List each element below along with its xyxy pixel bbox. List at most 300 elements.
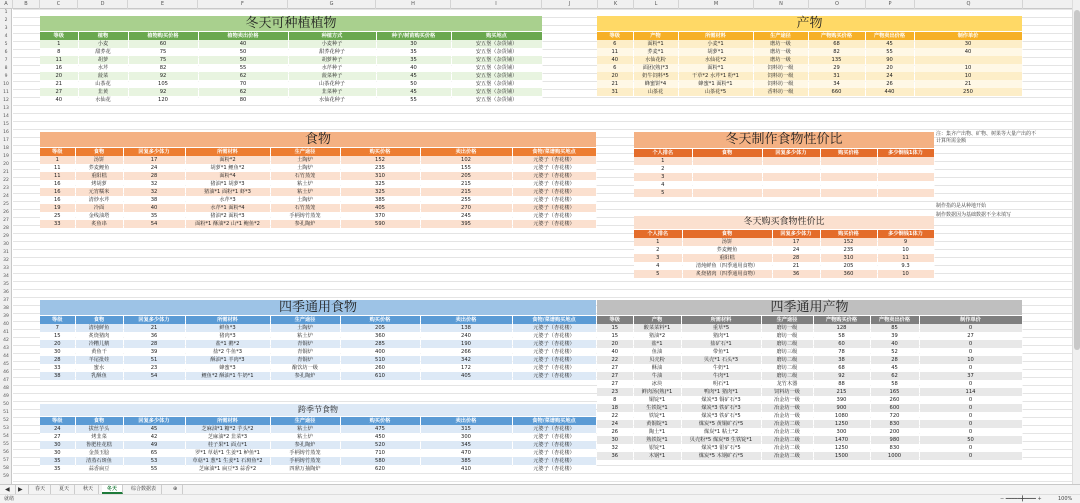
- table-cell[interactable]: 245: [420, 212, 512, 220]
- table-cell[interactable]: 200: [870, 428, 919, 436]
- table-cell[interactable]: 32: [123, 180, 185, 188]
- table-cell[interactable]: 手柄铸竹蒸笼: [270, 449, 340, 457]
- row-header[interactable]: 1: [4, 10, 8, 15]
- table-cell[interactable]: 27: [597, 372, 633, 380]
- sheet-tab[interactable]: 冬天: [102, 485, 123, 494]
- table-cell[interactable]: 山茶花: [633, 88, 678, 96]
- table-cell[interactable]: 310: [340, 172, 420, 180]
- table-cell[interactable]: 元婆子（杏花楼）: [512, 172, 596, 180]
- tab-nav-right-icon[interactable]: ▶: [13, 485, 29, 494]
- table-cell[interactable]: 蜜水: [75, 364, 123, 372]
- table-cell[interactable]: 8: [40, 48, 78, 56]
- table-cell[interactable]: 55: [865, 48, 914, 56]
- table-cell[interactable]: 385: [420, 457, 512, 465]
- column-header[interactable]: F: [198, 0, 288, 9]
- table-cell[interactable]: 90: [865, 56, 914, 64]
- table-cell[interactable]: 114: [919, 388, 1022, 396]
- table-cell[interactable]: 35: [376, 56, 451, 64]
- table-cell[interactable]: 54: [123, 372, 185, 380]
- table-cell[interactable]: 360: [340, 332, 420, 340]
- table-cell[interactable]: 17: [123, 156, 185, 164]
- table-cell[interactable]: 0: [919, 340, 1022, 348]
- row-header[interactable]: 58: [3, 466, 9, 471]
- table-cell[interactable]: 奶牛饲料*5: [633, 72, 678, 80]
- table-cell[interactable]: 590: [340, 220, 420, 228]
- table-cell[interactable]: 盐矿石*1: [681, 340, 761, 348]
- table-cell[interactable]: 磨坊二级: [761, 340, 813, 348]
- row-header[interactable]: 8: [4, 66, 8, 71]
- table-cell[interactable]: 元婆子（杏花楼）: [512, 356, 596, 364]
- table-cell[interactable]: 250: [914, 88, 1022, 96]
- table-cell[interactable]: 元宵糯米: [75, 188, 123, 196]
- table-cell[interactable]: 4: [634, 262, 682, 270]
- table-cell[interactable]: 手柄铸竹蒸笼: [270, 457, 340, 465]
- table-cell[interactable]: 40: [40, 96, 78, 104]
- table-cell[interactable]: 400: [340, 348, 420, 356]
- table-cell[interactable]: 38: [813, 356, 870, 364]
- table-cell[interactable]: 炙烧猪肉: [75, 332, 123, 340]
- table-cell[interactable]: 牛肉*1: [681, 372, 761, 380]
- table-cell[interactable]: 元婆子（杏花楼）: [512, 180, 596, 188]
- table-cell[interactable]: 300: [420, 433, 512, 441]
- table-cell[interactable]: 152: [820, 238, 877, 246]
- table-cell[interactable]: 51: [123, 356, 185, 364]
- table-cell[interactable]: 62: [198, 72, 288, 80]
- table-cell[interactable]: 1: [634, 157, 692, 165]
- table-cell[interactable]: 0: [919, 428, 1022, 436]
- table-cell[interactable]: 52: [870, 348, 919, 356]
- table-cell[interactable]: 韭黄: [78, 88, 128, 96]
- table-cell[interactable]: 75: [128, 56, 198, 64]
- table-cell[interactable]: 23: [123, 364, 185, 372]
- table-cell[interactable]: 山茶花: [78, 80, 128, 88]
- table-cell[interactable]: 参孔陶炉: [270, 220, 340, 228]
- row-header[interactable]: 50: [3, 402, 9, 407]
- table-cell[interactable]: 21: [40, 80, 78, 88]
- table-cell[interactable]: 芝麻油*1 糖*2 芋头*2: [185, 425, 270, 433]
- table-cell[interactable]: 明石*1: [681, 380, 761, 388]
- table-cell[interactable]: 盐*1 鹅*2: [185, 340, 270, 348]
- table-cell[interactable]: 1250: [813, 444, 870, 452]
- table-cell[interactable]: 27: [40, 88, 78, 96]
- sheet-tab[interactable]: 秋天: [78, 485, 99, 494]
- table-cell[interactable]: 水仙花: [78, 96, 128, 104]
- table-cell[interactable]: 黄鱼干: [75, 348, 123, 356]
- table-cell[interactable]: 24: [123, 164, 185, 172]
- table-cell[interactable]: [762, 173, 820, 181]
- table-cell[interactable]: 胡萝*1 鲤鱼*2: [185, 164, 270, 172]
- table-cell[interactable]: 青铜炉: [270, 340, 340, 348]
- column-header[interactable]: O: [809, 0, 866, 9]
- table-cell[interactable]: 炙鱼串: [75, 220, 123, 228]
- table-cell[interactable]: 11: [597, 48, 633, 56]
- table-cell[interactable]: 92: [128, 88, 198, 96]
- column-header[interactable]: C: [40, 0, 78, 9]
- table-cell[interactable]: 30: [40, 441, 75, 449]
- row-header[interactable]: 29: [3, 234, 9, 239]
- row-header[interactable]: 28: [3, 226, 9, 231]
- table-cell[interactable]: 342: [420, 356, 512, 364]
- table-cell[interactable]: 42: [123, 433, 185, 441]
- row-header[interactable]: 9: [4, 74, 8, 79]
- table-cell[interactable]: [820, 157, 877, 165]
- table-cell[interactable]: 清炒水芹: [75, 196, 123, 204]
- table-cell[interactable]: 水仙花*2: [678, 56, 753, 64]
- table-cell[interactable]: 面粉*2: [185, 156, 270, 164]
- row-header[interactable]: 56: [3, 450, 9, 455]
- table-cell[interactable]: 20: [40, 340, 75, 348]
- table-cell[interactable]: 贝壳粉: [633, 356, 681, 364]
- row-header[interactable]: 49: [3, 394, 9, 399]
- table-cell[interactable]: 石竹蒸笼: [270, 172, 340, 180]
- table-cell[interactable]: 0: [919, 364, 1022, 372]
- table-cell[interactable]: 煤炭*5 木钢矿石*5: [681, 452, 761, 460]
- table-cell[interactable]: 55: [123, 465, 185, 473]
- table-cell[interactable]: 35: [40, 457, 75, 465]
- table-cell[interactable]: 磨坊一级: [761, 324, 813, 332]
- table-cell[interactable]: 烤韭菜: [75, 433, 123, 441]
- table-cell[interactable]: 68: [813, 364, 870, 372]
- table-cell[interactable]: 元婆子（杏花楼）: [512, 433, 596, 441]
- sheet-tab[interactable]: 春天: [30, 485, 51, 494]
- table-cell[interactable]: 土陶炉: [270, 164, 340, 172]
- table-cell[interactable]: 饲料坊一级: [753, 80, 808, 88]
- table-cell[interactable]: 面粉*4: [185, 172, 270, 180]
- row-header[interactable]: 31: [3, 250, 9, 255]
- cell-grid[interactable]: [13, 9, 1072, 484]
- table-cell[interactable]: 鲜鱼*3: [185, 324, 270, 332]
- table-cell[interactable]: [692, 157, 762, 165]
- table-cell[interactable]: 38: [40, 372, 75, 380]
- table-cell[interactable]: 26: [865, 80, 914, 88]
- table-cell[interactable]: 128: [813, 324, 870, 332]
- row-header[interactable]: 54: [3, 434, 9, 439]
- table-cell[interactable]: 28: [123, 172, 185, 180]
- table-cell[interactable]: 汤饼: [75, 156, 123, 164]
- column-header[interactable]: M: [679, 0, 754, 9]
- table-cell[interactable]: 元婆子（杏花楼）: [512, 348, 596, 356]
- table-cell[interactable]: 安五堡（杂货铺）: [451, 88, 542, 96]
- table-cell[interactable]: 香料坊一级: [753, 88, 808, 96]
- table-cell[interactable]: 30: [40, 449, 75, 457]
- table-cell[interactable]: 冶金坊一级: [761, 412, 813, 420]
- row-header[interactable]: 59: [3, 474, 9, 479]
- table-cell[interactable]: 重阳糕: [682, 254, 772, 262]
- table-cell[interactable]: 菠菜种子: [288, 72, 376, 80]
- table-cell[interactable]: 62: [870, 372, 919, 380]
- table-cell[interactable]: 手柄铸竹蒸笼: [270, 212, 340, 220]
- table-cell[interactable]: [692, 165, 762, 173]
- table-cell[interactable]: 900: [813, 404, 870, 412]
- scrollbar-thumb[interactable]: [1074, 10, 1080, 350]
- table-cell[interactable]: 贝壳粉*5 煤炭*8 生铁锭*1: [681, 436, 761, 444]
- table-cell[interactable]: 50: [919, 436, 1022, 444]
- row-header[interactable]: 36: [3, 290, 9, 295]
- table-cell[interactable]: 36: [772, 270, 820, 278]
- column-header[interactable]: B: [13, 0, 40, 9]
- table-cell[interactable]: 重草*5: [681, 324, 761, 332]
- table-cell[interactable]: 5: [634, 189, 692, 197]
- tab-nav-left-icon[interactable]: ◀: [0, 485, 16, 494]
- table-cell[interactable]: 11: [40, 172, 75, 180]
- table-cell[interactable]: 猪肉*3: [185, 332, 270, 340]
- table-cell[interactable]: 陶土*1: [633, 428, 681, 436]
- table-cell[interactable]: 54: [123, 220, 185, 228]
- table-cell[interactable]: 28: [772, 254, 820, 262]
- row-header[interactable]: 12: [3, 98, 9, 103]
- table-cell[interactable]: 135: [808, 56, 865, 64]
- table-cell[interactable]: 0: [919, 444, 1022, 452]
- table-cell[interactable]: 贝壳*1 石头*3: [681, 356, 761, 364]
- table-cell[interactable]: 酥油: [633, 364, 681, 372]
- table-cell[interactable]: [877, 189, 934, 197]
- table-cell[interactable]: 煤炭*3 铜矿石*3: [681, 396, 761, 404]
- table-cell[interactable]: 生铁锭*1: [633, 404, 681, 412]
- table-cell[interactable]: 荞麦鲤鱼: [75, 164, 123, 172]
- table-cell[interactable]: 土陶炉: [270, 156, 340, 164]
- table-cell[interactable]: 360: [820, 270, 877, 278]
- table-cell[interactable]: 牛奶*1: [681, 364, 761, 372]
- table-cell[interactable]: 28: [123, 340, 185, 348]
- table-cell[interactable]: 青铜炉: [270, 348, 340, 356]
- table-cell[interactable]: 罗*1 草菇*1 生姜*1 鲈鱼*1: [185, 449, 270, 457]
- table-cell[interactable]: [877, 157, 934, 165]
- table-cell[interactable]: 元婆子（杏花楼）: [512, 156, 596, 164]
- table-cell[interactable]: 600: [870, 404, 919, 412]
- table-cell[interactable]: 10: [877, 270, 934, 278]
- table-cell[interactable]: 21: [772, 262, 820, 270]
- table-cell[interactable]: 冰块: [633, 380, 681, 388]
- table-cell[interactable]: 烤胡萝: [75, 180, 123, 188]
- table-cell[interactable]: 235: [820, 246, 877, 254]
- table-cell[interactable]: 元婆子（杏花楼）: [512, 196, 596, 204]
- table-cell[interactable]: 62: [198, 88, 288, 96]
- table-cell[interactable]: 40: [123, 204, 185, 212]
- table-cell[interactable]: 16: [40, 180, 75, 188]
- table-cell[interactable]: 磨坊二级: [761, 364, 813, 372]
- table-cell[interactable]: 215: [420, 188, 512, 196]
- table-cell[interactable]: 龙竹木器: [761, 380, 813, 388]
- row-header[interactable]: 40: [3, 322, 9, 327]
- table-cell[interactable]: 255: [420, 196, 512, 204]
- table-cell[interactable]: 15: [597, 332, 633, 340]
- table-cell[interactable]: 11: [40, 56, 78, 64]
- table-cell[interactable]: 120: [128, 96, 198, 104]
- table-cell[interactable]: 315: [420, 425, 512, 433]
- table-cell[interactable]: [877, 165, 934, 173]
- row-header[interactable]: 52: [3, 418, 9, 423]
- table-cell[interactable]: 水芹*3: [185, 196, 270, 204]
- table-cell[interactable]: 82: [808, 48, 865, 56]
- table-cell[interactable]: 405: [420, 372, 512, 380]
- table-cell[interactable]: 煤炭*1 粘土*2: [681, 428, 761, 436]
- table-cell[interactable]: 88: [813, 380, 870, 388]
- row-header[interactable]: 15: [3, 122, 9, 127]
- table-cell[interactable]: 27: [597, 364, 633, 372]
- table-cell[interactable]: [762, 181, 820, 189]
- row-header[interactable]: 55: [3, 442, 9, 447]
- table-cell[interactable]: 325: [340, 180, 420, 188]
- table-cell[interactable]: 2: [634, 246, 682, 254]
- table-cell[interactable]: 10: [919, 356, 1022, 364]
- table-cell[interactable]: 16: [40, 196, 75, 204]
- table-cell[interactable]: [692, 173, 762, 181]
- table-cell[interactable]: [692, 189, 762, 197]
- row-header[interactable]: 46: [3, 370, 9, 375]
- row-header[interactable]: 22: [3, 178, 9, 183]
- table-cell[interactable]: 芝麻油*1 扁豆*3 蒜香*2: [185, 465, 270, 473]
- table-cell[interactable]: 35: [123, 212, 185, 220]
- table-cell[interactable]: 磨坊二级: [761, 356, 813, 364]
- table-cell[interactable]: 15: [597, 324, 633, 332]
- row-header[interactable]: 38: [3, 306, 9, 311]
- table-cell[interactable]: 28: [40, 356, 75, 364]
- table-cell[interactable]: 木钢*1: [633, 452, 681, 460]
- table-cell[interactable]: 酥油*1 羊肉*3: [185, 356, 270, 364]
- table-cell[interactable]: 30: [914, 40, 1022, 48]
- row-header[interactable]: 27: [3, 218, 9, 223]
- table-cell[interactable]: 22: [597, 356, 633, 364]
- table-cell[interactable]: 粘土炉: [270, 433, 340, 441]
- vertical-scrollbar[interactable]: [1072, 0, 1080, 484]
- table-cell[interactable]: 猪油*2 面粉*3: [185, 212, 270, 220]
- row-header[interactable]: 16: [3, 130, 9, 135]
- table-cell[interactable]: 面粉*1 酥油*2 山*1 鲍鱼*2: [185, 220, 270, 228]
- table-cell[interactable]: 胡萝: [78, 56, 128, 64]
- table-cell[interactable]: 牛油: [633, 372, 681, 380]
- table-cell[interactable]: 68: [808, 40, 865, 48]
- table-cell[interactable]: 21: [914, 80, 1022, 88]
- table-cell[interactable]: 190: [420, 340, 512, 348]
- table-cell[interactable]: 30: [376, 40, 451, 48]
- table-cell[interactable]: 49: [123, 441, 185, 449]
- table-cell[interactable]: 30: [40, 348, 75, 356]
- table-cell[interactable]: 395: [420, 220, 512, 228]
- table-cell[interactable]: 24: [40, 425, 75, 433]
- table-cell[interactable]: 270: [420, 204, 512, 212]
- table-cell[interactable]: [877, 181, 934, 189]
- table-cell[interactable]: 元婆子（杏花楼）: [512, 372, 596, 380]
- table-cell[interactable]: 粘土炉: [270, 180, 340, 188]
- table-cell[interactable]: 620: [340, 465, 420, 473]
- table-cell[interactable]: 40: [376, 64, 451, 72]
- table-cell[interactable]: 面粉*1: [678, 64, 753, 72]
- table-cell[interactable]: 熟铁锭*1: [633, 436, 681, 444]
- table-cell[interactable]: 参孔陶炉: [270, 441, 340, 449]
- table-cell[interactable]: 58: [813, 332, 870, 340]
- table-cell[interactable]: 33: [40, 364, 75, 372]
- table-cell[interactable]: 35: [376, 48, 451, 56]
- table-cell[interactable]: 40: [914, 48, 1022, 56]
- table-cell[interactable]: 安五堡（杂货铺）: [451, 80, 542, 88]
- table-cell[interactable]: [820, 181, 877, 189]
- table-cell[interactable]: 0: [919, 348, 1022, 356]
- column-header[interactable]: K: [598, 0, 634, 9]
- table-cell[interactable]: 475: [340, 425, 420, 433]
- table-cell[interactable]: 鲁肥桂花糕: [75, 441, 123, 449]
- table-cell[interactable]: 磨坊二级: [761, 372, 813, 380]
- table-cell[interactable]: 蜂蜜*3: [185, 364, 270, 372]
- row-header[interactable]: 53: [3, 426, 9, 431]
- table-cell[interactable]: 34: [808, 80, 865, 88]
- table-cell[interactable]: 40: [870, 340, 919, 348]
- table-cell[interactable]: 铜锭*1: [633, 396, 681, 404]
- table-cell[interactable]: 金蒸玉脍: [75, 449, 123, 457]
- table-cell[interactable]: 蜂蜜*1 面粉*1: [678, 80, 753, 88]
- table-cell[interactable]: [820, 173, 877, 181]
- table-cell[interactable]: 煤炭*3 铁矿石*5: [681, 412, 761, 420]
- column-header[interactable]: J: [542, 0, 598, 9]
- table-cell[interactable]: 58: [870, 380, 919, 388]
- table-cell[interactable]: 40: [597, 348, 633, 356]
- table-cell[interactable]: [762, 157, 820, 165]
- table-cell[interactable]: 韭菜种子: [288, 88, 376, 96]
- table-cell[interactable]: 10: [877, 246, 934, 254]
- table-cell[interactable]: 710: [340, 449, 420, 457]
- table-cell[interactable]: 29: [808, 64, 865, 72]
- table-cell[interactable]: 桂子果*1 面点*1: [185, 441, 270, 449]
- table-cell[interactable]: 冶金坊二级: [761, 428, 813, 436]
- row-header[interactable]: 13: [3, 106, 9, 111]
- table-cell[interactable]: 172: [420, 364, 512, 372]
- row-header[interactable]: 11: [3, 90, 9, 95]
- table-cell[interactable]: 清炖鲜鱼（四季通用食物）: [682, 262, 772, 270]
- table-cell[interactable]: 30: [597, 436, 633, 444]
- table-cell[interactable]: [914, 56, 1022, 64]
- table-cell[interactable]: 102: [420, 156, 512, 164]
- table-cell[interactable]: 720: [870, 412, 919, 420]
- table-cell[interactable]: 70: [198, 80, 288, 88]
- table-cell[interactable]: 60: [128, 40, 198, 48]
- row-header[interactable]: 32: [3, 258, 9, 263]
- table-cell[interactable]: 青铜炉: [270, 356, 340, 364]
- table-cell[interactable]: 60: [813, 340, 870, 348]
- table-cell[interactable]: 285: [340, 340, 420, 348]
- row-header[interactable]: 17: [3, 138, 9, 143]
- row-header[interactable]: 48: [3, 386, 9, 391]
- table-cell[interactable]: 黄铜锭*1: [633, 420, 681, 428]
- table-cell[interactable]: 冷面: [75, 204, 123, 212]
- table-cell[interactable]: 猪油*1 面粉*1 虾*3: [185, 188, 270, 196]
- row-header[interactable]: 23: [3, 186, 9, 191]
- table-cell[interactable]: 240: [420, 332, 512, 340]
- table-cell[interactable]: 安五堡（杂货铺）: [451, 72, 542, 80]
- table-cell[interactable]: 0: [919, 396, 1022, 404]
- column-header[interactable]: N: [754, 0, 809, 9]
- table-cell[interactable]: 冶金坊二级: [761, 436, 813, 444]
- table-cell[interactable]: [820, 165, 877, 173]
- table-cell[interactable]: 0: [919, 412, 1022, 420]
- table-cell[interactable]: 干草*2 水芹*1 粉*1: [678, 72, 753, 80]
- table-cell[interactable]: 11: [40, 164, 75, 172]
- table-cell[interactable]: 1: [634, 238, 682, 246]
- table-cell[interactable]: 草菇*1 葱*1 生姜*1 石斑鱼*2: [185, 457, 270, 465]
- table-cell[interactable]: 520: [340, 441, 420, 449]
- row-header[interactable]: 25: [3, 202, 9, 207]
- table-cell[interactable]: 安五堡（杂货铺）: [451, 64, 542, 72]
- table-cell[interactable]: 16: [40, 188, 75, 196]
- table-cell[interactable]: 冶金坊一级: [761, 396, 813, 404]
- table-cell[interactable]: 8: [597, 396, 633, 404]
- table-cell[interactable]: 510: [340, 356, 420, 364]
- table-cell[interactable]: 31: [808, 72, 865, 80]
- table-cell[interactable]: 清蒸石斑鱼: [75, 457, 123, 465]
- sheet-tab[interactable]: 综合数据表: [126, 485, 162, 494]
- table-cell[interactable]: 21: [123, 324, 185, 332]
- table-cell[interactable]: [762, 189, 820, 197]
- table-cell[interactable]: 92: [128, 72, 198, 80]
- table-cell[interactable]: 1: [40, 40, 78, 48]
